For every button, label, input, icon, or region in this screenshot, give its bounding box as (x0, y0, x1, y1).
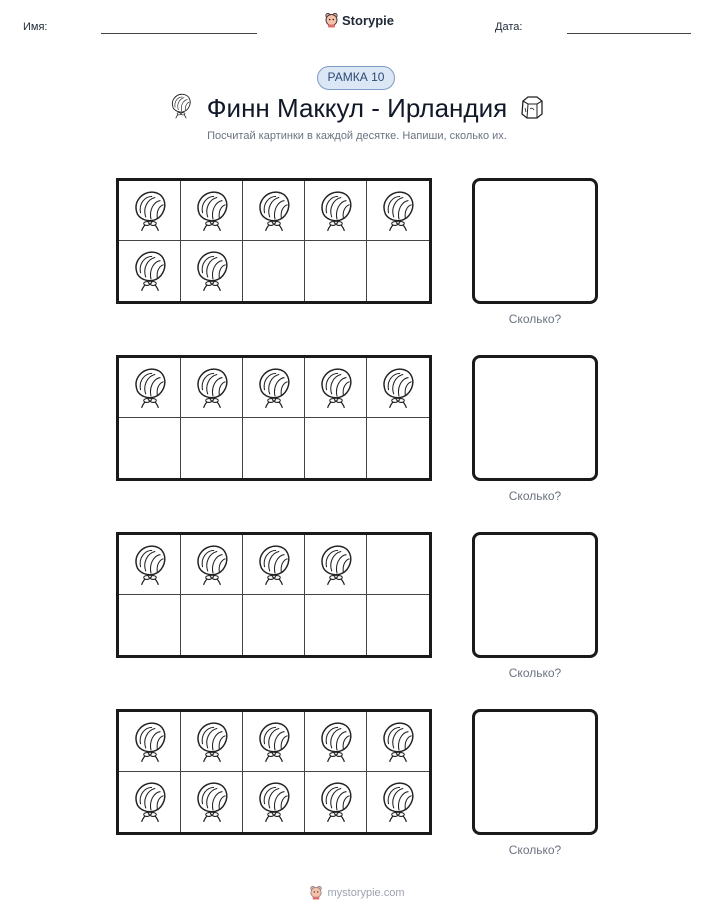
answer-label: Сколько? (508, 489, 562, 503)
bonnet-icon (315, 542, 357, 588)
bonnet-icon (191, 365, 233, 411)
bonnet-icon (129, 248, 171, 294)
ten-frame-cell (305, 712, 367, 772)
ten-frame-cell (181, 712, 243, 772)
ten-frame-cell (305, 535, 367, 595)
bonnet-icon (253, 542, 295, 588)
name-label: Имя: (23, 21, 48, 33)
ten-frame-cell (305, 595, 367, 655)
bonnet-icon (191, 779, 233, 825)
ten-frame-cell (181, 181, 243, 241)
footer-site: mystorypie.com (327, 886, 405, 899)
bonnet-icon (129, 188, 171, 234)
bonnet-icon (315, 719, 357, 765)
stone-icon (519, 94, 545, 120)
ten-frame-cell (119, 241, 181, 301)
ten-frame-cell (119, 535, 181, 595)
answer-box[interactable] (472, 709, 598, 835)
bonnet-icon (191, 719, 233, 765)
ten-frame-cell (119, 772, 181, 832)
ten-frame-cell (181, 595, 243, 655)
footer (0, 885, 714, 900)
ten-frame-cell (181, 358, 243, 418)
ten-frame-cell (243, 181, 305, 241)
ten-frame-cell (119, 595, 181, 655)
ten-frame-cell (243, 241, 305, 301)
ten-frame-cell (243, 535, 305, 595)
bonnet-icon (253, 188, 295, 234)
ten-frame-cell (305, 772, 367, 832)
date-label: Дата: (495, 21, 523, 33)
ten-frame-cell (119, 358, 181, 418)
ten-frame-cell (243, 358, 305, 418)
bonnet-icon (129, 365, 171, 411)
brand-name: Storypie (342, 12, 395, 28)
ten-frame-cell (305, 181, 367, 241)
answer-box[interactable] (472, 355, 598, 481)
ten-frame-cell (181, 241, 243, 301)
bonnet-icon (315, 188, 357, 234)
bonnet-icon (377, 365, 419, 411)
ten-frame-cell (367, 772, 429, 832)
bonnet-icon (377, 779, 419, 825)
bonnet-icon (191, 248, 233, 294)
mascot-icon (309, 885, 323, 900)
ten-frame-cell (305, 418, 367, 478)
ten-frame-cell (243, 712, 305, 772)
bonnet-icon (315, 365, 357, 411)
ten-frame-cell (367, 535, 429, 595)
bonnet-icon (129, 542, 171, 588)
ten-frame-cell (181, 772, 243, 832)
ten-frame-cell (119, 181, 181, 241)
ten-frame-cell (243, 772, 305, 832)
answer-box[interactable] (472, 532, 598, 658)
ten-frame-cell (367, 712, 429, 772)
ten-frame-cell (367, 595, 429, 655)
bonnet-icon (315, 779, 357, 825)
ten-frame (116, 532, 432, 658)
brand-logo (324, 12, 394, 28)
ten-frame-cell (367, 418, 429, 478)
ten-frame-cell (367, 241, 429, 301)
page-title: Финн Маккул - Ирландия (206, 93, 508, 123)
ten-frame-cell (367, 181, 429, 241)
bonnet-icon (253, 719, 295, 765)
bonnet-icon (377, 719, 419, 765)
ten-frame (116, 178, 432, 304)
mascot-icon (324, 12, 339, 28)
answer-box[interactable] (472, 178, 598, 304)
answer-label: Сколько? (508, 312, 562, 326)
ten-frame-cell (119, 712, 181, 772)
name-line[interactable] (101, 33, 257, 34)
bonnet-icon (191, 542, 233, 588)
date-line[interactable] (567, 33, 691, 34)
instructions: Посчитай картинки в каждой десятке. Напиши, сколько их. (207, 130, 507, 142)
ten-frame (116, 709, 432, 835)
ten-frame-cell (119, 418, 181, 478)
ten-frame-cell (243, 595, 305, 655)
bonnet-icon (129, 779, 171, 825)
ten-frame-cell (243, 418, 305, 478)
bonnet-icon (191, 188, 233, 234)
bonnet-icon (253, 365, 295, 411)
answer-label: Сколько? (508, 666, 562, 680)
answer-label: Сколько? (508, 843, 562, 857)
ten-frame (116, 355, 432, 481)
frame-badge: РАМКА 10 (317, 66, 395, 90)
ten-frame-cell (181, 418, 243, 478)
bonnet-icon (129, 719, 171, 765)
bonnet-icon (253, 779, 295, 825)
bonnet-icon (377, 188, 419, 234)
ten-frame-cell (367, 358, 429, 418)
ten-frame-cell (181, 535, 243, 595)
ten-frame-cell (305, 358, 367, 418)
ten-frame-cell (305, 241, 367, 301)
